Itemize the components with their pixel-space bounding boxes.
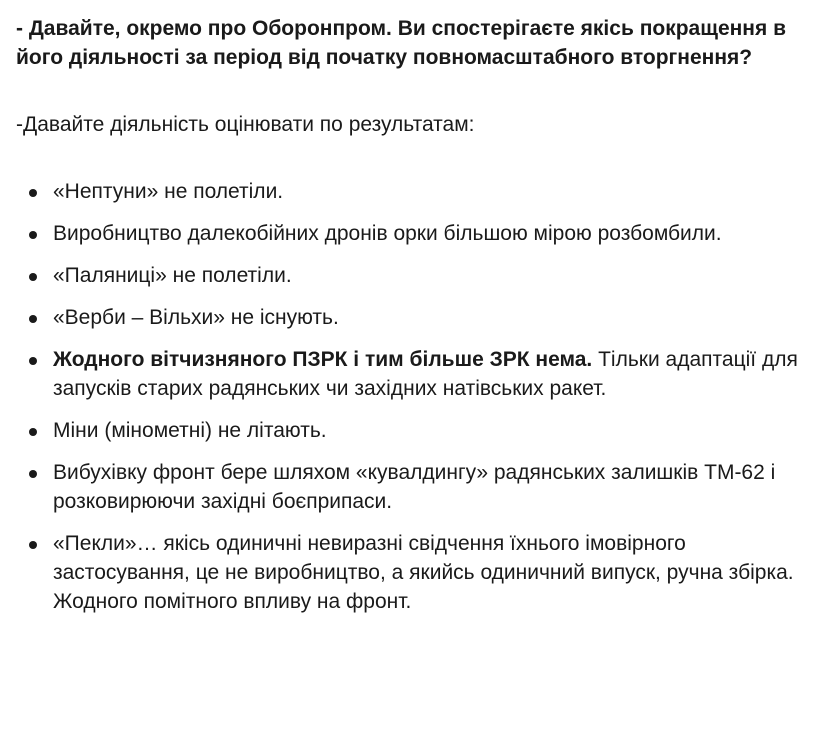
bullet-icon — [29, 231, 37, 239]
list-item-text: «Верби – Вільхи» не існують. — [53, 306, 339, 329]
list-item — [16, 177, 806, 206]
list-item — [16, 261, 806, 290]
bullet-icon — [29, 189, 37, 197]
list-item-text: «Паляниці» не полетіли. — [53, 264, 292, 287]
list-item-bold-text: Жодного вітчизняного ПЗРК і тим більше ЗРК нема. — [53, 348, 593, 371]
list-item-text: Виробництво далекобійних дронів орки більшою мірою розбомбили. — [53, 222, 722, 245]
bullet-icon — [29, 357, 37, 365]
results-list — [16, 177, 806, 616]
list-item-text: «Нептуни» не полетіли. — [53, 180, 284, 203]
list-item — [16, 416, 806, 445]
question-text: Давайте, окремо про Оборонпром. Ви спостерігаєте якісь покращення в його діяльності за період від початку повномасштабного вторгнення? — [16, 17, 786, 69]
list-item-text: «Пекли»… якісь одиничні невиразні свідчення їхнього імовірного застосування, це не виробництво, а якийсь одиничний випуск, ручна збірка. Жодного помітного впливу на фронт. — [53, 532, 794, 613]
bullet-icon — [29, 273, 37, 281]
answer-intro: -Давайте діяльність оцінювати по результатам: — [16, 113, 475, 136]
list-item — [16, 345, 806, 403]
list-item — [16, 529, 806, 616]
interview-question — [16, 14, 806, 72]
bullet-icon — [29, 315, 37, 323]
list-item — [16, 458, 806, 516]
list-item-text: Вибухівку фронт бере шляхом «кувалдингу» радянських залишків ТМ-62 і розковирюючи західні боєприпаси. — [53, 461, 776, 513]
bullet-icon — [29, 428, 37, 436]
bullet-icon — [29, 470, 37, 478]
list-item — [16, 303, 806, 332]
bullet-icon — [29, 541, 37, 549]
list-item-text: Міни (мінометні) не літають. — [53, 419, 327, 442]
list-item-text: Тільки адаптації для запусків старих радянських чи західних натівських ракет. — [53, 348, 798, 400]
question-dash: - — [16, 17, 29, 40]
list-item — [16, 219, 806, 248]
